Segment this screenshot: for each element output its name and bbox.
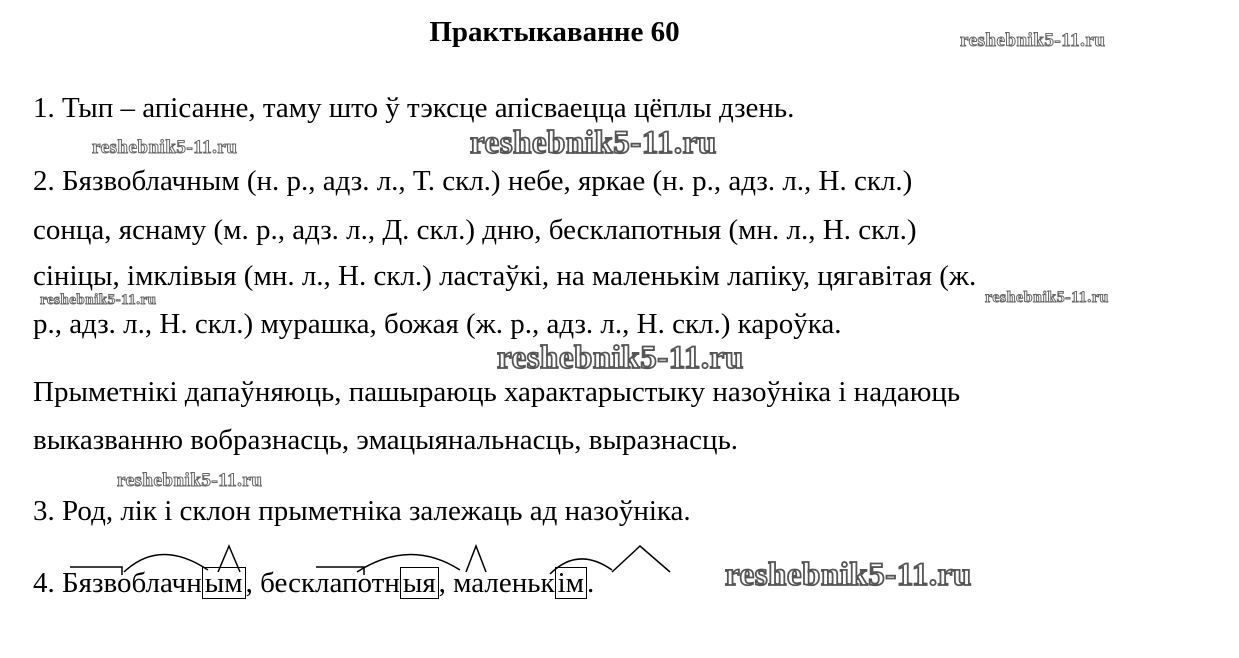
root-arc xyxy=(550,559,612,574)
comma: , xyxy=(438,567,446,599)
watermark: reshebnik5-11.ru xyxy=(985,289,1109,306)
word-ending: ім xyxy=(555,567,587,599)
watermark: reshebnik5-11.ru xyxy=(497,340,744,376)
text-line-8: 3. Род, лік і склон прыметніка залежаць ад назоўніка. xyxy=(33,495,691,527)
word-ending: ыя xyxy=(400,567,439,599)
text-line-5: р., адз. л., Н. скл.) мурашка, божая (ж. р., адз. л., Н. скл.) кароўка. xyxy=(33,308,842,340)
text-line-7: выказванню вобразнасць, эмацыянальнасць, выразнасць. xyxy=(33,424,739,456)
watermark: reshebnik5-11.ru xyxy=(960,30,1106,51)
text-line-1: 1. Тып – апісанне, таму што ў тэксце апісваецца цёплы дзень. xyxy=(33,92,795,124)
watermark: reshebnik5-11.ru xyxy=(725,557,972,593)
prefix-mark xyxy=(316,567,364,575)
watermark: reshebnik5-11.ru xyxy=(470,125,717,161)
item-number: 4. xyxy=(33,567,55,599)
text-line-4: сініцы, імклівыя (мн. л., Н. скл.) ластаўкі, на маленькім лапіку, цягавітая (ж. xyxy=(33,260,977,292)
word-stem: Бязвоблачн xyxy=(62,567,202,599)
root-arc xyxy=(124,554,208,572)
text-line-2: 2. Бязвоблачным (н. р., адз. л., Т. скл.) небе, яркае (н. р., адз. л., Н. скл.) xyxy=(33,165,913,197)
word-stem: бесклапотн xyxy=(260,567,400,599)
word-stem: маленьк xyxy=(453,567,555,599)
watermark: reshebnik5-11.ru xyxy=(40,292,157,308)
suffix-mark xyxy=(218,546,240,572)
text-line-6: Прыметнікі дапаўняюць, пашыраюць характарыстыку назоўніка і надаюць xyxy=(33,376,961,408)
text-line-3: сонца, яснаму (м. р., адз. л., Д. скл.) дню, бесклапотныя (мн. л., Н. скл.) xyxy=(33,214,917,246)
word-ending: ым xyxy=(202,567,246,599)
root-arc xyxy=(357,554,460,572)
page-title: Практыкаванне 60 xyxy=(429,16,680,48)
comma: , xyxy=(245,567,253,599)
suffix-mark xyxy=(466,546,486,572)
prefix-mark xyxy=(70,567,122,575)
watermark: reshebnik5-11.ru xyxy=(92,137,238,158)
period: . xyxy=(587,567,595,599)
watermark: reshebnik5-11.ru xyxy=(117,470,263,491)
suffix-mark xyxy=(612,546,670,572)
